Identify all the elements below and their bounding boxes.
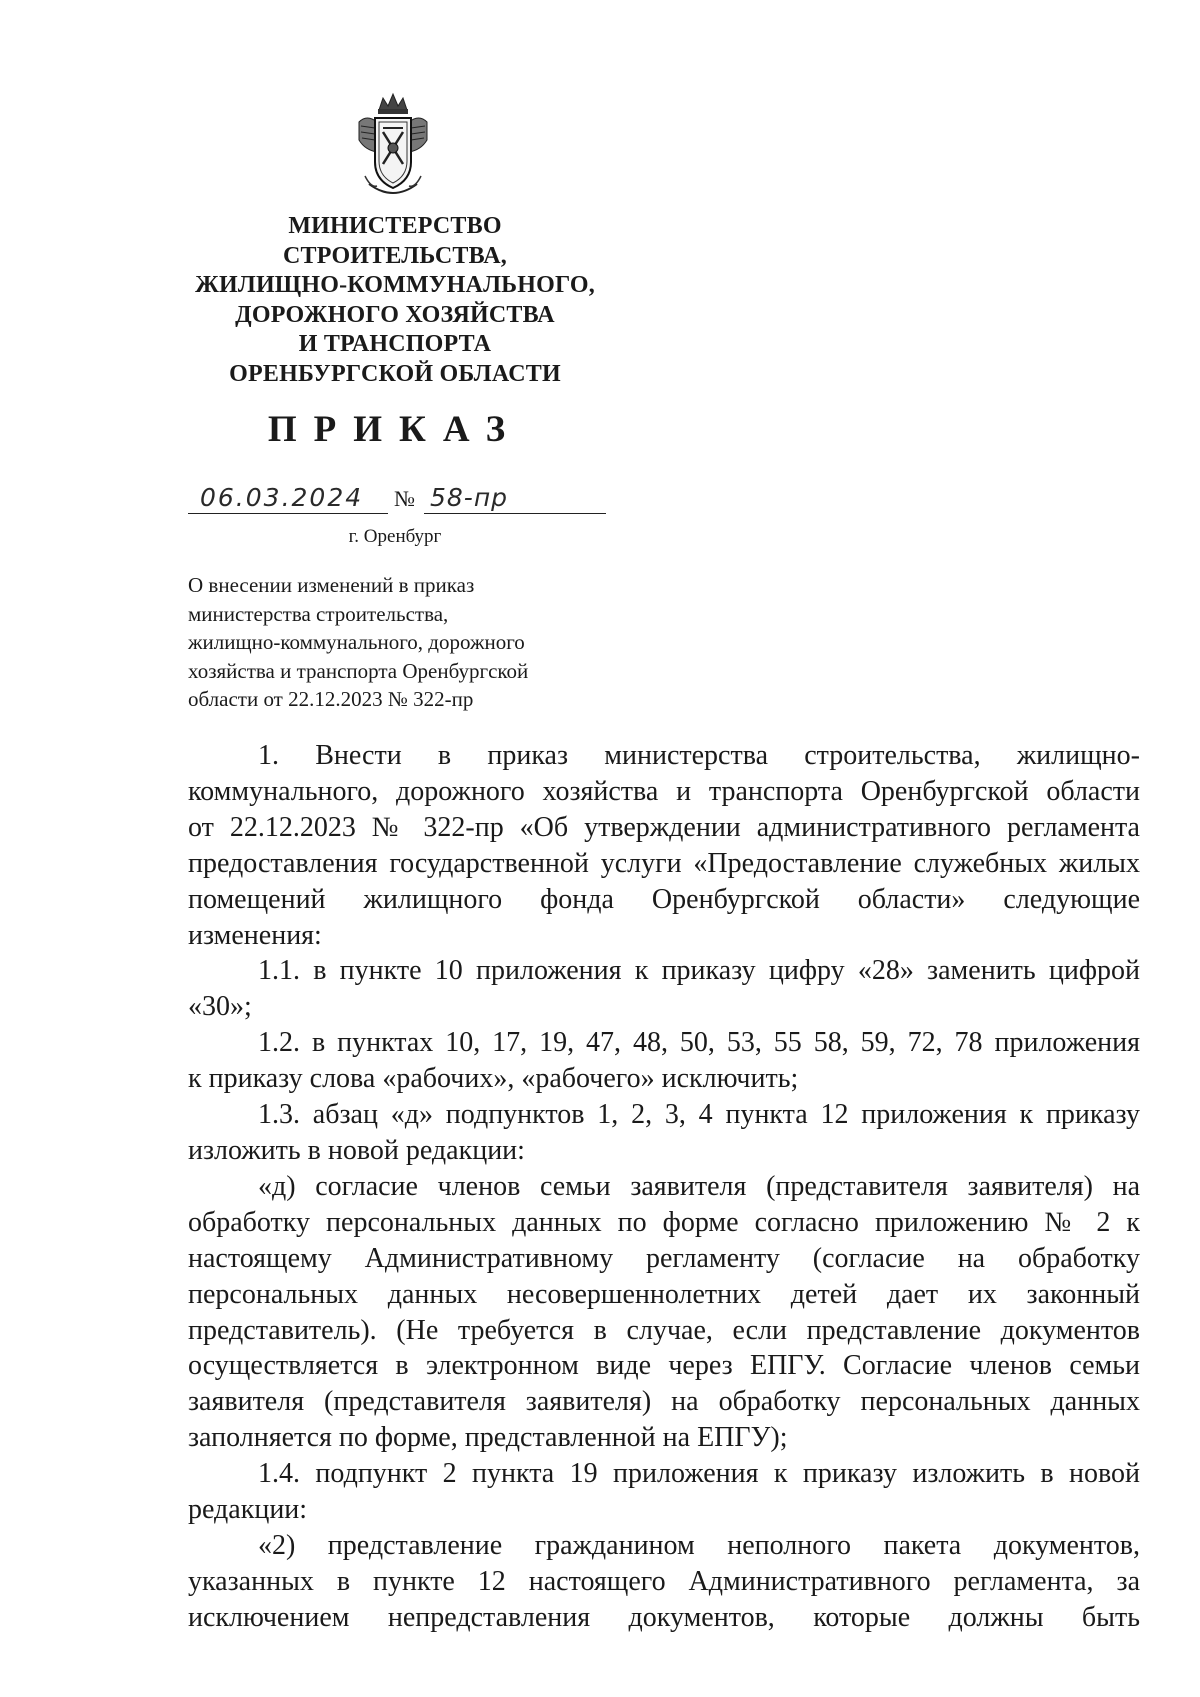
body-line: 1.1. в пункте 10 приложения к приказу цифру «28» заменить цифрой	[258, 955, 1140, 987]
subject-line: О внесении изменений в приказ	[188, 573, 475, 597]
subject-line: жилищно-коммунального, дорожного	[188, 630, 525, 655]
document-type-title: ПРИКАЗ	[267, 409, 523, 450]
body-line: исключением непредставления документов, которые должны быть	[188, 1601, 1140, 1633]
handwritten-date: 06.03.2024	[188, 482, 388, 514]
body-line: «д) согласие членов семьи заявителя (представителя заявителя) на	[258, 1170, 1140, 1202]
body-line: к приказу слова «рабочих», «рабочего» исключить;	[188, 1063, 799, 1095]
body-line: редакции:	[188, 1494, 308, 1526]
body-line: помещений жилищного фонда Оренбургской области» следующие	[188, 883, 1140, 915]
subject-line: области от 22.12.2023 № 322-пр	[188, 687, 474, 712]
order-subject	[188, 571, 618, 714]
body-line: осуществляется в электронном виде через ЕПГУ. Согласие членов семьи	[188, 1350, 1140, 1382]
ministry-name	[150, 212, 640, 389]
handwritten-order-number: 58-пр	[424, 482, 606, 514]
number-sign: №	[394, 486, 415, 511]
body-line: персональных данных несовершеннолетних детей дает их законный	[188, 1278, 1140, 1310]
coat-of-arms-emblem	[353, 92, 433, 202]
ministry-line: МИНИСТЕРСТВО	[288, 213, 502, 239]
body-line: коммунального, дорожного хозяйства и транспорта Оренбургской области	[188, 775, 1140, 807]
body-line: настоящему Административному регламенту (согласие на обработку	[188, 1242, 1140, 1274]
ministry-line: ОРЕНБУРГСКОЙ ОБЛАСТИ	[229, 360, 561, 387]
body-line: предоставления государственной услуги «Предоставление служебных жилых	[188, 847, 1140, 879]
body-line: изложить в новой редакции:	[188, 1134, 525, 1166]
body-line: 1.4. подпункт 2 пункта 19 приложения к приказу изложить в новой	[258, 1458, 1140, 1490]
registration-line	[188, 482, 608, 516]
city-label: г. Оренбург	[348, 526, 442, 547]
body-line: указанных в пункте 12 настоящего Административного регламента, за	[188, 1565, 1140, 1597]
body-line: представитель). (Не требуется в случае, если представление документов	[188, 1314, 1140, 1346]
order-body	[188, 738, 1140, 1636]
body-line: заполняется по форме, представленной на ЕПГУ);	[188, 1422, 788, 1454]
subject-line: министерства строительства,	[188, 601, 449, 626]
ministry-line: СТРОИТЕЛЬСТВА,	[282, 242, 507, 269]
body-line: от 22.12.2023 № 322-пр «Об утверждении административного регламента	[188, 811, 1140, 843]
body-line: 1. Внести в приказ министерства строительства, жилищно-	[258, 740, 1140, 771]
body-line: «2) представление гражданином неполного пакета документов,	[258, 1529, 1140, 1561]
body-line: изменения:	[188, 919, 322, 951]
subject-line: хозяйства и транспорта Оренбургской	[188, 658, 529, 683]
body-line: 1.2. в пунктах 10, 17, 19, 47, 48, 50, 53, 55 58, 59, 72, 78 приложения	[258, 1027, 1140, 1059]
body-line: 1.3. абзац «д» подпунктов 1, 2, 3, 4 пункта 12 приложения к приказу	[258, 1099, 1140, 1131]
ministry-line: И ТРАНСПОРТА	[298, 331, 492, 357]
ministry-line: ЖИЛИЩНО-КОММУНАЛЬНОГО,	[195, 272, 595, 298]
body-line: «30»;	[188, 991, 252, 1023]
body-line: заявителя (представителя заявителя) на обработку персональных данных	[188, 1386, 1140, 1418]
ministry-line: ДОРОЖНОГО ХОЗЯЙСТВА	[235, 301, 555, 328]
body-line: обработку персональных данных по форме согласно приложению № 2 к	[188, 1206, 1140, 1238]
